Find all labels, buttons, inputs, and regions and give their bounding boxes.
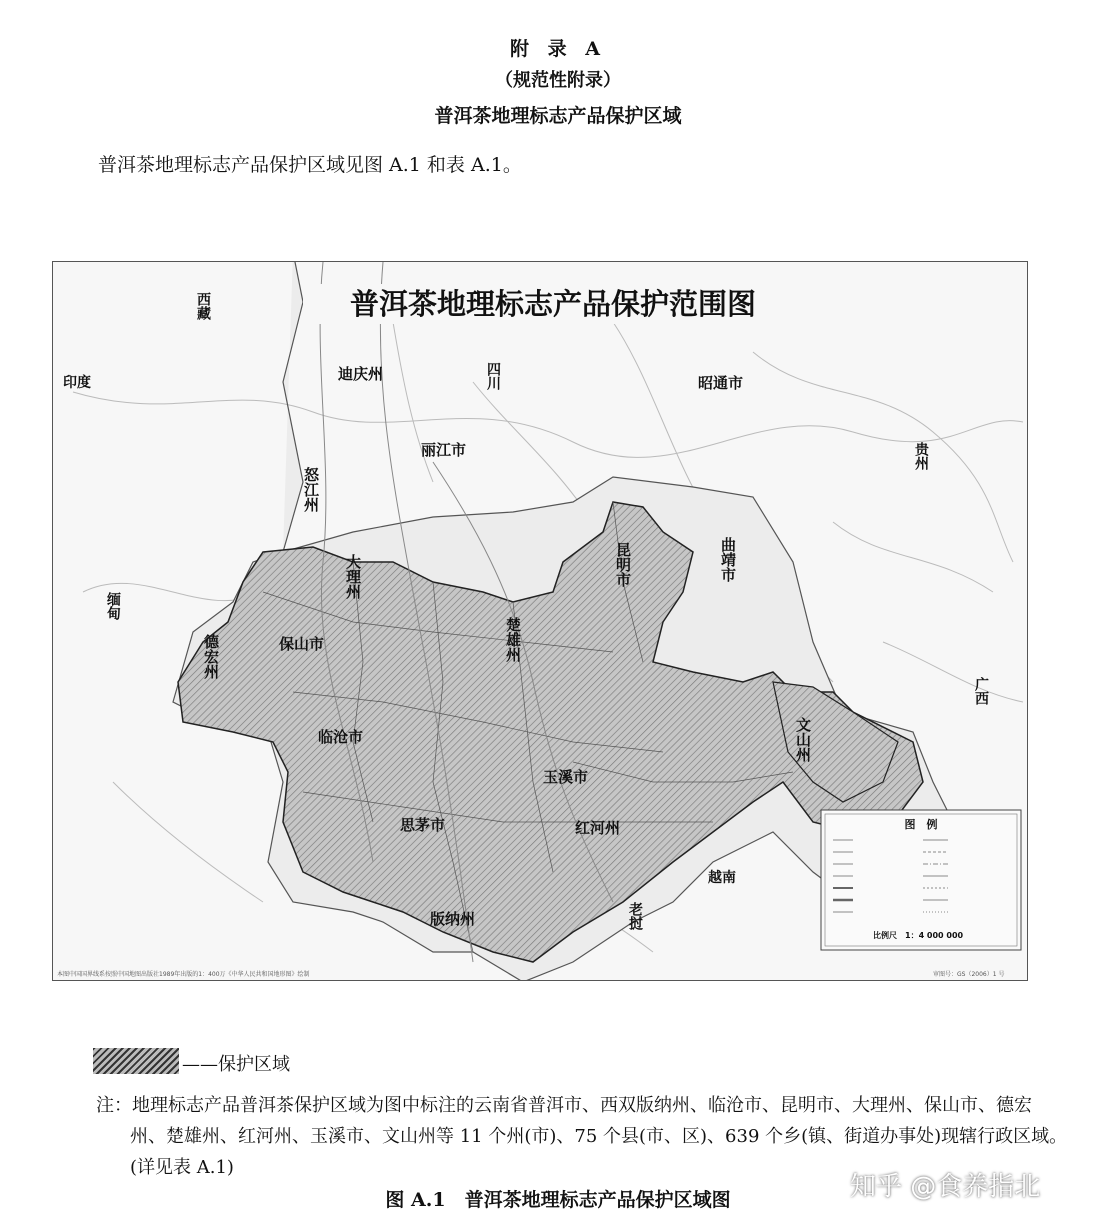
label-laos: 老挝 bbox=[627, 902, 643, 930]
label-lincang: 临沧市 bbox=[318, 728, 364, 746]
label-puer: 思茅市 bbox=[400, 816, 446, 834]
protection-map bbox=[52, 261, 1028, 981]
map-footnote-left: 本图中国国界线系按照中国地图出版社1989年出版的1：400万《中华人民共和国地形图》绘制 bbox=[57, 971, 310, 978]
map-canvas bbox=[53, 262, 1027, 980]
label-honghe: 红河州 bbox=[575, 819, 621, 837]
label-wenshan: 文山州 bbox=[794, 717, 812, 762]
protected-area-swatch bbox=[93, 1048, 179, 1074]
label-diqing: 迪庆州 bbox=[338, 365, 384, 383]
label-myanmar: 缅甸 bbox=[105, 592, 121, 620]
legend-title: 图 例 bbox=[904, 818, 938, 831]
label-guizhou: 贵州 bbox=[913, 442, 929, 470]
label-india: 印度 bbox=[63, 375, 91, 391]
label-nujiang: 怒江州 bbox=[302, 467, 320, 512]
note-line-2: 州、楚雄州、红河州、玉溪市、文山州等 11 个州(市)、75 个县(市、区)、639 个乡(镇、街道办事处)现辖行政区域。 bbox=[130, 1126, 1068, 1147]
note-line-3: (详见表 A.1) bbox=[130, 1157, 234, 1178]
legend-scale: 比例尺 1：4 000 000 bbox=[873, 931, 964, 940]
note-line-1: 注：地理标志产品普洱茶保护区域为图中标注的云南省普洱市、西双版纳州、临沧市、昆明市、大理州、保山市、德宏 bbox=[96, 1095, 1032, 1116]
label-zhaotong: 昭通市 bbox=[698, 374, 744, 392]
label-yuxi: 玉溪市 bbox=[543, 768, 589, 786]
zhihu-watermark: 知乎 @食养指北 bbox=[850, 1172, 1041, 1202]
label-xishuangbanna: 版纳州 bbox=[430, 910, 476, 928]
label-vietnam: 越南 bbox=[708, 870, 736, 886]
legend-label: ——保护区域 bbox=[182, 1054, 290, 1075]
appendix-title: 普洱茶地理标志产品保护区域 bbox=[434, 105, 682, 127]
label-xizang: 西藏 bbox=[195, 292, 211, 320]
intro-paragraph: 普洱茶地理标志产品保护区域见图 A.1 和表 A.1。 bbox=[98, 154, 522, 176]
appendix-heading: 附 录 A bbox=[510, 38, 606, 60]
label-qujing: 曲靖市 bbox=[719, 537, 737, 582]
label-dali: 大理州 bbox=[344, 554, 362, 599]
map-title: 普洱茶地理标志产品保护范围图 bbox=[349, 287, 757, 321]
figure-caption: 图 A.1 普洱茶地理标志产品保护区域图 bbox=[385, 1189, 731, 1211]
label-sichuan: 四川 bbox=[485, 362, 501, 390]
label-guangxi: 广西 bbox=[973, 677, 989, 705]
map-legend bbox=[821, 810, 1021, 950]
map-footnote-right: 审图号：GS（2006）1 号 bbox=[933, 971, 1005, 978]
appendix-nature: （规范性附录） bbox=[495, 70, 621, 91]
label-lijiang: 丽江市 bbox=[421, 441, 467, 459]
label-baoshan: 保山市 bbox=[279, 635, 325, 653]
label-chuxiong: 楚雄州 bbox=[504, 617, 522, 662]
label-dehong: 德宏州 bbox=[202, 634, 220, 679]
label-kunming: 昆明市 bbox=[614, 542, 632, 587]
